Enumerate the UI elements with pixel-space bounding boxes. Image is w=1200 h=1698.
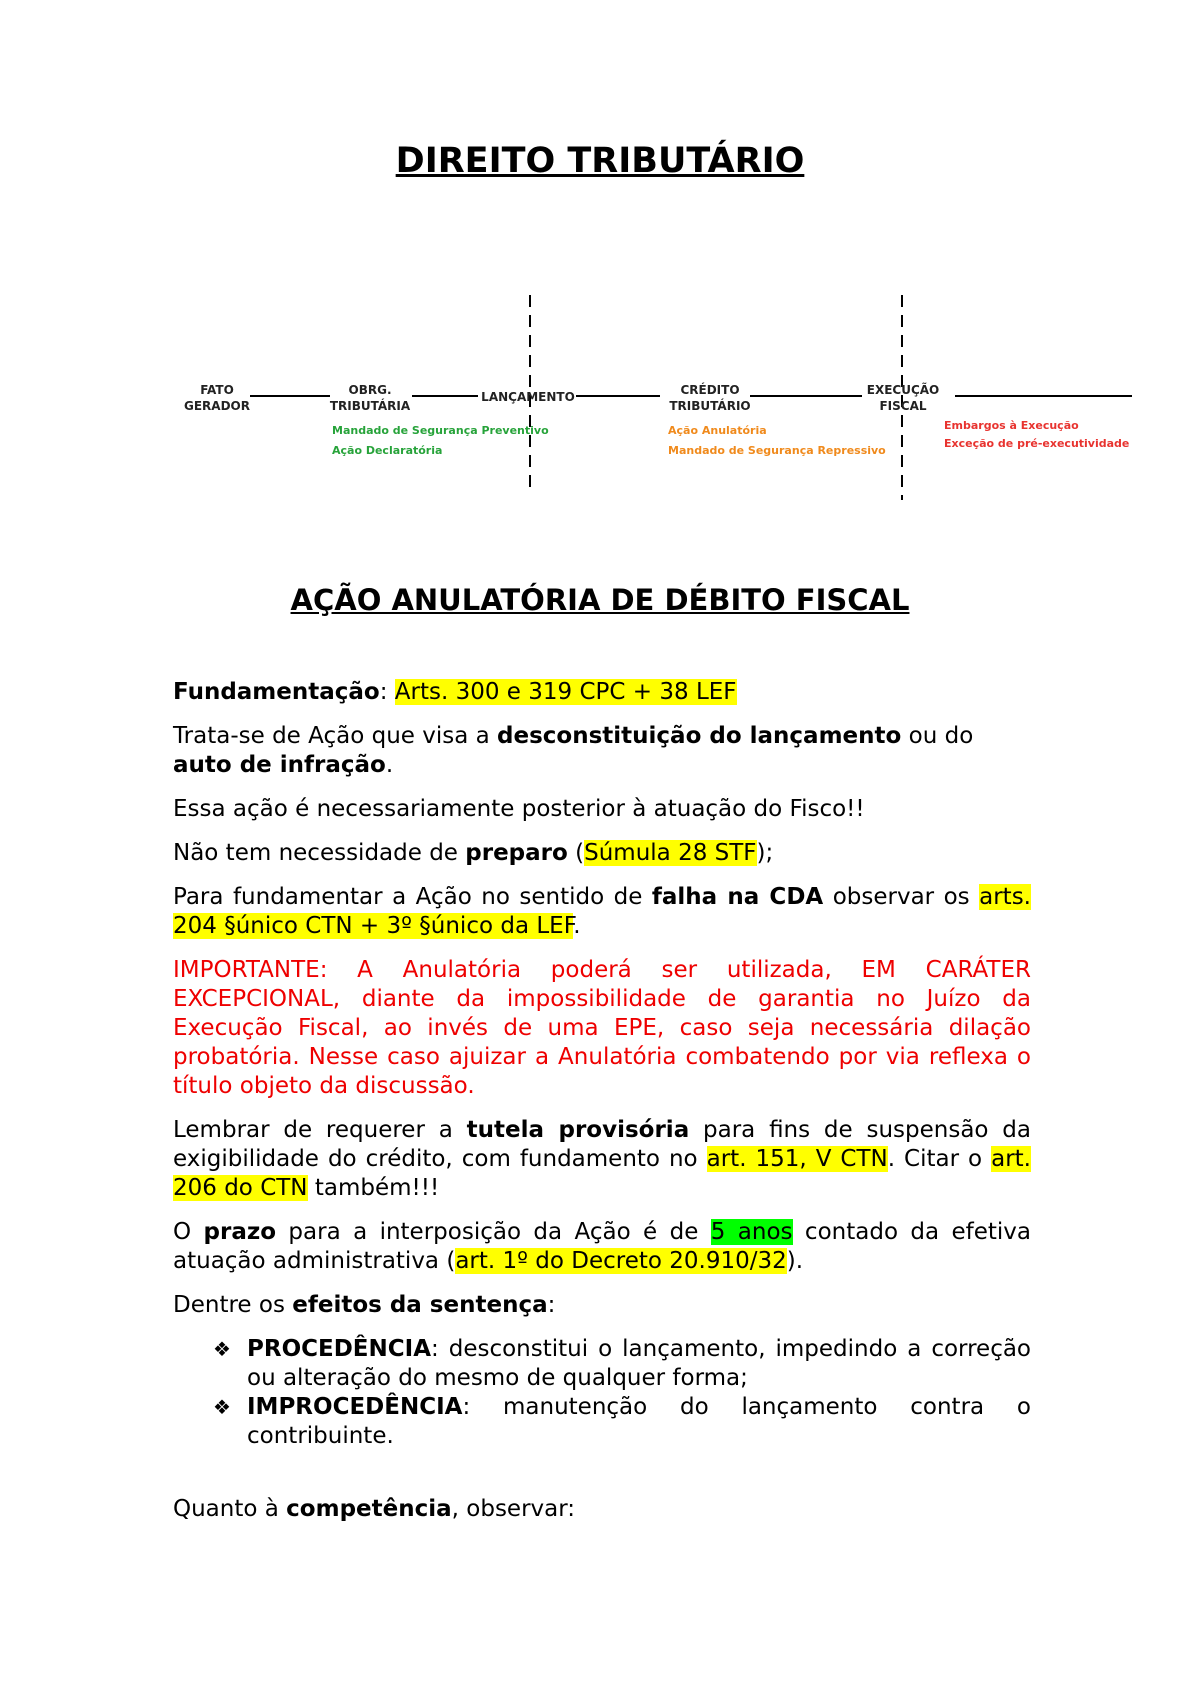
highlight-decreto: art. 1º do Decreto 20.910/32 [455,1248,787,1274]
stage-obrigacao-2: TRIBUTÁRIA [329,399,411,413]
list-item-procedencia: ❖ PROCEDÊNCIA: desconstitui o lançamento, impedindo a correção ou alteração do mesmo de qualquer forma; [213,1336,1031,1391]
stage-execucao-1: EXECUÇÃO [866,383,940,397]
stage-credito-1: CRÉDITO [680,383,740,397]
note-acao-declaratoria: Ação Declaratória [332,444,443,457]
paragraph-fundamentacao: Fundamentação: Arts. 300 e 319 CPC + 38 LEF [173,679,737,705]
note-acao-anulatoria: Ação Anulatória [668,424,767,437]
paragraph-falha-cda: Para fundamentar a Ação no sentido de falha na CDA observar os arts. 204 §único CTN + 3º §único da LEF. [173,884,1031,939]
paragraph-objeto: Trata-se de Ação que visa a desconstituição do lançamento ou do auto de infração. [173,723,974,778]
stage-fato-gerador-2: GERADOR [184,399,250,413]
highlight-fundamentacao: Arts. 300 e 319 CPC + 38 LEF [394,679,737,705]
diamond-bullet-icon: ❖ [213,1337,231,1361]
stage-execucao-2: FISCAL [879,399,927,413]
document-body [173,678,1031,1539]
highlight-art-151: art. 151, V CTN [706,1146,888,1172]
paragraph-preparo: Não tem necessidade de preparo (Súmula 28 STF); [173,840,774,866]
page-title: DIREITO TRIBUTÁRIO [395,141,805,181]
highlight-art-206: art. 206 do CTN [173,1146,1031,1201]
stage-obrigacao-1: OBRG. [348,383,392,397]
paragraph-posterior: Essa ação é necessariamente posterior à atuação do Fisco!! [173,796,865,822]
spacer [173,1451,1031,1495]
diamond-bullet-icon: ❖ [213,1395,231,1419]
note-excecao-pre-executividade: Exceção de pré-executividade [944,437,1130,450]
section-title: AÇÃO ANULATÓRIA DE DÉBITO FISCAL [290,583,910,617]
highlight-arts-204: arts. 204 §único CTN + 3º §único da LEF [173,884,1031,939]
paragraph-importante: IMPORTANTE: A Anulatória poderá ser utilizada, EM CARÁTER EXCEPCIONAL, diante da impossibilidade de garantia no Juízo da Execução Fiscal, ao invés de uma EPE, caso seja necessária dilação probatória. Nesse caso ajuizar a Anulatória combatendo por via reflexa o título objeto da discussão. [173,957,1031,1099]
highlight-sumula: Súmula 28 STF [584,840,757,866]
note-ms-repressivo: Mandado de Segurança Repressivo [668,444,886,457]
stage-fato-gerador-1: FATO [200,383,234,397]
stage-lancamento: LANÇAMENTO [481,390,575,404]
note-embargos-execucao: Embargos à Execução [944,419,1079,432]
tax-timeline-diagram [0,0,1200,520]
paragraph-prazo: O prazo para a interposição da Ação é de 5 anos contado da efetiva atuação administrativa (art. 1º do Decreto 20.910/32). [173,1219,1032,1274]
paragraph-competencia: Quanto à competência, observar: [173,1496,576,1522]
highlight-5-anos: 5 anos [710,1219,793,1245]
paragraph-tutela: Lembrar de requerer a tutela provisória para fins de suspensão da exigibilidade do crédito, com fundamento no art. 151, V CTN. Citar o art. 206 do CTN também!!! [173,1117,1031,1201]
paragraph-efeitos: Dentre os efeitos da sentença: [173,1292,556,1318]
note-ms-preventivo: Mandado de Segurança Preventivo [332,424,549,437]
stage-credito-2: TRIBUTÁRIO [669,399,751,413]
list-item-improcedencia: ❖ IMPROCEDÊNCIA: manutenção do lançamento contra o contribuinte. [213,1394,1031,1449]
effects-list [173,1335,1031,1451]
